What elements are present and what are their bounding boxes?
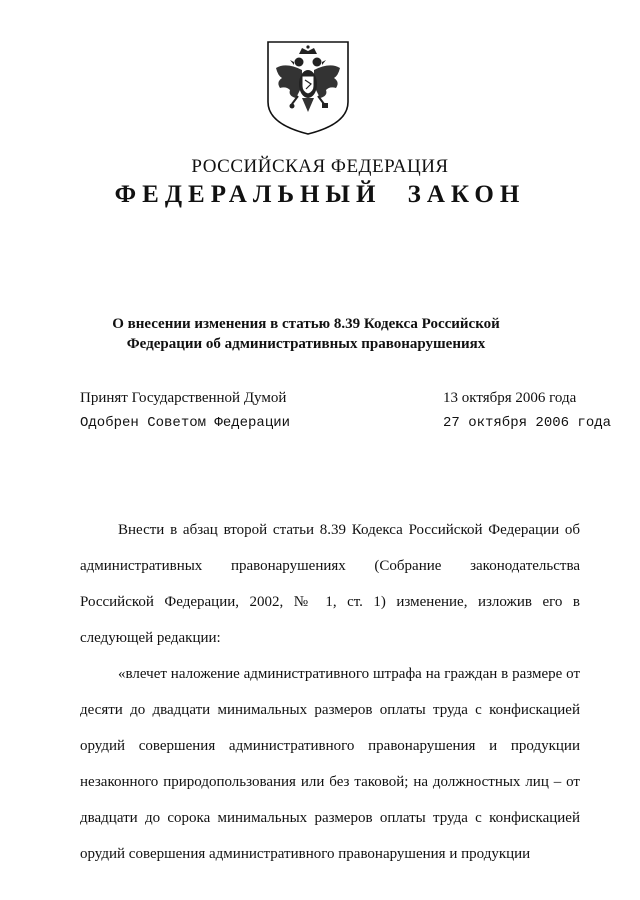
body-paragraph-1: Внести в абзац второй статьи 8.39 Кодекса Российской Федерации об административных правонарушениях (Собрание законодательства Российской Федерации, 2002, № 1, ст. 1) изменение, изложив его в следующей редакции: <box>80 522 580 646</box>
coat-of-arms-icon <box>266 40 350 136</box>
duma-adoption-label: Принят Государственной Думой <box>80 390 287 406</box>
council-approval-label: Одобрен Советом Федерации <box>80 415 291 431</box>
body-paragraph-2: «влечет наложение административного штрафа на граждан в размере от десяти до двадцати минимальных размеров оплаты труда с конфискацией орудий совершения административного правонарушения и продукции незаконного природопользования или без таковой; на должностных лиц – от двадцати до сорока минимальных размеров оплаты труда с конфискацией орудий совершения административного правонарушения и продукции <box>80 666 580 862</box>
duma-adoption-date: 13 октября 2006 года <box>443 390 577 406</box>
document-type: ФЕДЕРАЛЬНЫЙ ЗАКОН <box>114 181 526 208</box>
law-body <box>80 512 580 872</box>
council-approval-date: 27 октября 2006 года <box>443 415 612 431</box>
law-title <box>96 314 516 354</box>
country-name: РОССИЙСКАЯ ФЕДЕРАЦИЯ <box>191 156 449 177</box>
law-title-line-2: Федерации об административных правонарушениях <box>126 336 486 352</box>
law-title-line-1: О внесении изменения в статью 8.39 Кодекса Российской <box>112 316 500 332</box>
